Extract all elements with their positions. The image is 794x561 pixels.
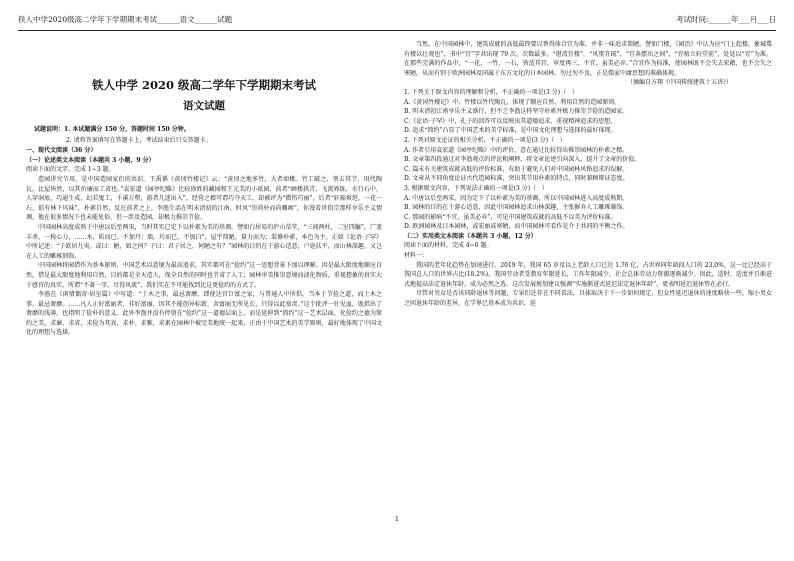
reading-instruction-2: 阅读下面的材料，完成 4~6 题。 <box>404 242 493 250</box>
exam-subtitle: 语文试题 <box>183 100 225 112</box>
question-3-option-d: D. 欧洲园林及日本园林，或宏丽或寒陋，而中国园林可看作是介于共同的平衡之作。 <box>404 223 629 231</box>
article-paragraph: 当然，在中国园林中，建筑成就的高低最终要以香得体合宜为准，并非一味追求简陋。譬如门楼，《园冶》中认为应“门上起楼，象城堞有楼以壮观也”，书中“宜”字共出现 79 次，次数最多。“堪湾宜楼”，“风篁宜疏”，“宜条摆出之间”，“宜植立轩堂前”，处处以“宜”为准。在那些完满的作品中，“一花、一竹、一石，皆适其宜，审度再三，不宜，虽美必弃。”合宜作为标准，使园林既不会失去宏敞，也不会失之寒陋，从而有别于欧洲园林及同属于东方文化的日本园林。勿过勿不及，正是儒家中庸思想的准确体现。 <box>404 41 772 77</box>
right-column <box>404 40 772 540</box>
header-exam-time: 考试时间:______年___月___日 <box>675 15 776 24</box>
article-paragraph: 中国园林将园借作为基本原则，中国艺术以意境为最高追求，其实都可在“俭约”这一思想背景下加以理解。因是最大限度地顺应自然，借是最大限度地利用自然，目的都是全天造人，保全自然的同时也节省了人工；园林审美推崇意境而淡化物质，重视想象的真实大于感官的真实，所谓“不著一字，尽得风流”，我们实在不可能找到比这更俭约的方式了。 <box>26 262 382 289</box>
instructions-line-1: 试题说明：1. 本试题满分 150 分，答题时间 150 分钟。 <box>34 126 190 133</box>
exam-title: 铁人中学 2020 级高二学年下学期期末考试 <box>91 78 316 92</box>
page-header <box>18 6 776 31</box>
article-paragraph: 中国园林高度成熟于中唐以后至两宋，当时其实已定下以朴素为美的基调，譬如白居易的庐山草堂，“三间两柱，二室四牖”，广袤丰杀，一称心力，……木，斫而已，不加丹；墙，圬而已，不加白”，屋宇简陋，量力而为；装修朴素，本色为主。正如《论语·子罕》中所记述：“子欲居九夷。或曰：陋，如之何？子曰：君子居之，何陋之有？”园林的目的在于游心适意，户庭扶平，而山林深趣，又岂在人工的雕琢刻饰。 <box>26 223 382 260</box>
material-paragraph: 我国的老年化趋势在加速进行。2019 年，我国 65 岁及以上老龄人口已达 1.76 亿，占世界同年龄段人口的 23.0%，这一比已经高于我国总人口的世界占比(18.2%)。我国劳动者受教育年限延长，工作年限减少，社会总体劳动力资源逐渐减少。因此，适时、适度并且渐进式地提高法定退休年龄，成为必然之选。这次发展规划建议强调“实施渐进式延迟法定退休年龄”，更表明延迟退休势在必行。 <box>404 261 772 288</box>
instructions-line-2: 2. 请将答案填写在答题卡上，考试结束后只交答题卡。 <box>66 136 212 144</box>
left-column <box>26 40 382 540</box>
material-paragraph: 尽管对男女是否该同龄退休等问题，专家们还存在不同看法，具体取决于下一步如何规定，但女性延迟退休的速度略快一些。缩小男女之间退休年龄的差异，在学界已基本成为共识。延 <box>404 290 772 308</box>
reading-instruction: 阅读下面的文字，完成 1~3 题。 <box>26 166 115 174</box>
page-number: 1 <box>394 515 400 523</box>
question-3-option-b: B. 园林的目的在于游心适意，因此中国园林追求山林深趣，主张摒弃人工雕琢藻饰。 <box>404 204 629 212</box>
section-heading: 一、现代文阅读（36 分） <box>26 147 97 155</box>
question-3-option-a: A. 中唐以后至两宋，因为定下了以朴素为美的基调，所以中国园林进入高度成熟期。 <box>404 194 629 202</box>
question-1-option-b: B. 明末清初江南享乐主义盛行，但不乏李渔这样坚守朴素并极力推崇节俭的造园家。 <box>404 108 629 116</box>
question-1-option-d: D. 追求“简约”凸显了中国艺术的美学标准，是中国文化理想与选择的最好体现。 <box>404 127 617 135</box>
question-1-option-c: C.《论语·子罕》中，孔子的回答可以反映出其道德追求，重视精神追求的思想。 <box>404 117 617 125</box>
question-1: 1. 下列关于原文内容的理解和分析，不正确的一项是(3 分)（ ） <box>404 88 579 96</box>
question-2-option-d: D. 文章从不同角度论证古代造园标准，突出其节用朴素的特点，同时兼顾辩证态度。 <box>404 175 629 183</box>
question-2-option-b: B. 文章第四段通过对李渔观点的评论和阐释，将文章论述引向深入，提升了文章的价值。 <box>404 156 641 164</box>
question-3-option-c: C. 那园的影响“不宜，虽美必弃”，可见中国建筑成就的高低不以美为评价标准。 <box>404 213 617 221</box>
question-2-option-c: C. 篇末有关建筑成就高低的评价标准，有助于避免人们对中国园林风格追求的误解。 <box>404 165 629 173</box>
article-paragraph: 造园讲究节用，是中国造园家们的共识。王禹偁《黄冈竹楼记》云：“黄冈之地多竹，大者如椽。竹工破之，刳去其节，用代陶瓦。比屋皆然，以其价廉而工省也。”袁宏道《园亭纪略》比较徐姓的藏园和王元美的小祇园，前者“画楼拱青，飞流界练，水行石中，人穿洞底，巧逾生成，幻若鬼工，千溪万壑，游者几迷出入”，经营之精可谓巧夺天工，却被评为“微伤巧丽”。后者“轩豁爽垲，一花一石，俱有林下风味”，朴素自然，反在前者之上。李渔生活在明末清初的江南，时风“崇尚朴而尚雕画”，你漫看世俗宗那样享乐主义情调，他在很多情况下也未能免俗，但一涉及造园，却极力推崇节俭。 <box>26 175 382 222</box>
question-2: 2. 下列对原文论证的相关分析，不正确的一项是(3 分)（ ） <box>404 136 567 144</box>
question-3: 3. 根据原文内容，下列说法正确的一项是(3 分)（ ） <box>404 184 549 192</box>
subsection-heading: （一）论述类文本阅读（本题共 3 小题，9 分） <box>26 156 155 164</box>
article-source: （摘编自方翔《中国传统建筑十五讲》） <box>626 79 732 87</box>
header-exam-name: 铁人中学2020级高二学年下学期期末考试______语文______试题 <box>18 15 233 24</box>
question-2-option-a: A. 作者引用袁宏道《园亭纪略》中的评价，意在通过比较得出推崇园林的朴素之精。 <box>404 146 629 154</box>
material-label: 材料一： <box>404 252 429 260</box>
article-paragraph: 李渔在《闲情偶寄·居室篇》中写道：“土木之事，最忌奢靡。即使达官巨富之家，与普通人中所倡，当本于节俭之道，而土木之事，最忌奢靡。……凡人止好富丽者，非好富丽，因其不能创异标新，舍富丽无所见长，只得以此塞责。”这个批评一针见血，既指出了奢靡的浅薄，也指明了俭朴的意义。此外李渔并没有停留在“俭约”这一道德层面上，而是延伸到“简约”这一艺术层面，化俭约之德为简约之美，求廉，求省，求俭为其真，求朴、求雅，求素在园林中被完美地统一起来，正由于中国艺术的美学原则，最好地体现了中国文化的理想与选择。 <box>26 291 382 337</box>
subsection-heading-2: （二）实用类文本阅读（本题共 3 小题，12 分） <box>404 232 537 240</box>
question-1-option-a: A.《黄冈竹楼记》中，竹楼以竹代陶瓦，体现了顺应自然，利用自然的造园原则。 <box>404 98 621 106</box>
